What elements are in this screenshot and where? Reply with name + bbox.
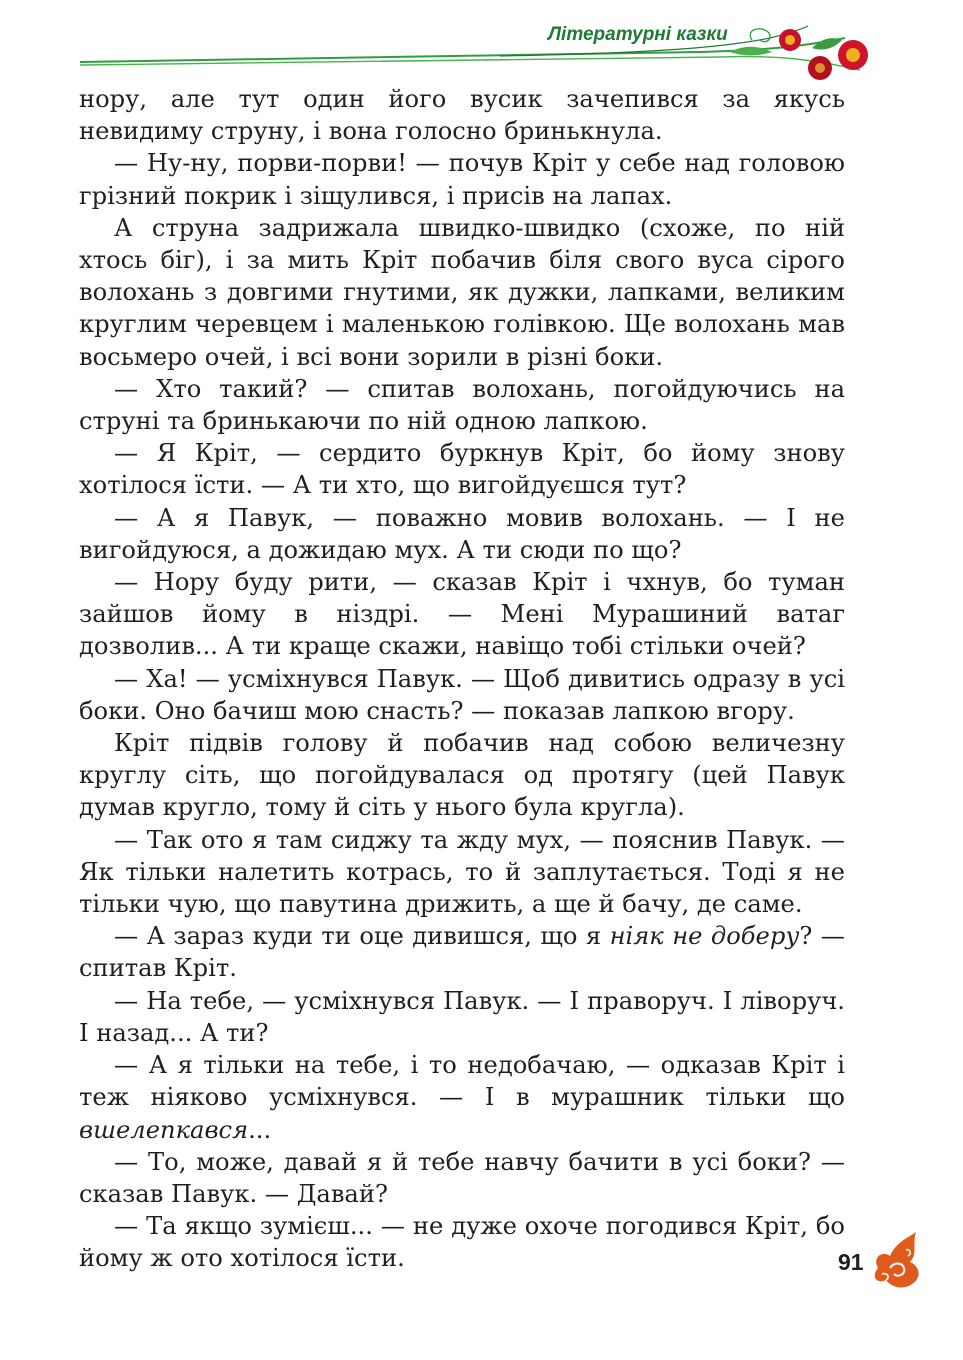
paragraph: А струна задрижала швидко-швидко (схоже, по ній хтось біг), і за мить Кріт побачив біля свого вуса сірого волохань з довгими гнутими, як дужки, лапками, великим круглим черевцем і маленькою голівкою. Ще волохань мав восьмеро очей, і всі вони зорили в різні боки. <box>79 213 845 371</box>
vine-stem <box>80 57 860 70</box>
paragraph: — Так ото я там сиджу та жду мух, — пояснив Павук. — Як тільки налетить котрась, то й заплутається. Тоді я не тільки чую, що павутина дрижить, а ще й бачу, де саме. <box>79 825 845 919</box>
paragraph: нору, але тут один його вусик зачепився за якусь невидиму струну, і вона голосно бринькнула. <box>79 85 845 146</box>
flower-icon <box>838 40 868 70</box>
paragraph: — Хто такий? — спитав волохань, погойдуючись на струні та бринькаючи по ній одною лапкою. <box>79 374 845 436</box>
paragraph-text: — А я тільки на тебе, і то недобачаю, — одказав Кріт і теж ніяково усміхнувся. — І в мурашник тільки що <box>79 1051 845 1112</box>
vine-stem <box>80 38 845 62</box>
paragraph: — А я Павук, — поважно мовив волохань. — І не вигойдуюся, а дожидаю мух. А ти сюди по що? <box>79 503 845 564</box>
paragraph: — Нору буду рити, — сказав Кріт і чхнув, бо туман зайшов йому в ніздрі. — Мені Мурашиний ватаг дозволив... А ти краще скажи, навіщо тобі стільки очей? <box>79 568 845 661</box>
paragraph: — Ха! — усміхнувся Павук. — Щоб дивитись одразу в усі боки. Оно бачиш мою снасть? — показав лапкою вгору. <box>79 664 845 725</box>
paragraph <box>79 1049 845 1146</box>
paragraph <box>79 920 845 984</box>
page-ornament-icon <box>868 1228 924 1292</box>
flower-icon <box>779 29 801 51</box>
paragraph: — Та якщо зумієш... — не дуже охоче погодився Кріт, бо йому ж ото хотілося їсти. <box>79 1212 845 1273</box>
italic-phrase: вшелепкався <box>79 1115 249 1144</box>
paragraph: — На тебе, — усміхнувся Павук. — І праворуч. І ліворуч. І назад... А ти? <box>79 986 845 1047</box>
paragraph: — Ну-ну, порви-порви! — почув Кріт у себе над головою грізний покрик і зіщулився, і присів на лапах. <box>79 149 845 210</box>
paragraph: — То, може, давай я й тебе навчу бачити в усі боки? — сказав Павук. — Давай? <box>79 1147 845 1208</box>
section-title: Літературні казки <box>548 24 728 45</box>
paragraph-text: ... <box>248 1115 272 1144</box>
page-text <box>79 83 845 1275</box>
header-vine-decoration <box>0 0 963 95</box>
italic-phrase: ніяк не доберу <box>609 922 800 951</box>
paragraph-text: — А зараз куди ти оце дивишся, що я <box>114 922 610 951</box>
paragraph: — Я Кріт, — сердито буркнув Кріт, бо йому знову хотілося їсти. — А ти хто, що вигойдуєшся тут? <box>79 439 845 500</box>
paragraph-text: ? — спитав Кріт. <box>79 922 845 983</box>
page-number: 91 <box>838 1249 864 1275</box>
flower-icon <box>808 56 832 80</box>
paragraph: Кріт підвів голову й побачив над собою величезну круглу сіть, що погойдувалася од протягу (цей Павук думав кругло, тому й сіть у нього була кругла). <box>79 729 845 822</box>
